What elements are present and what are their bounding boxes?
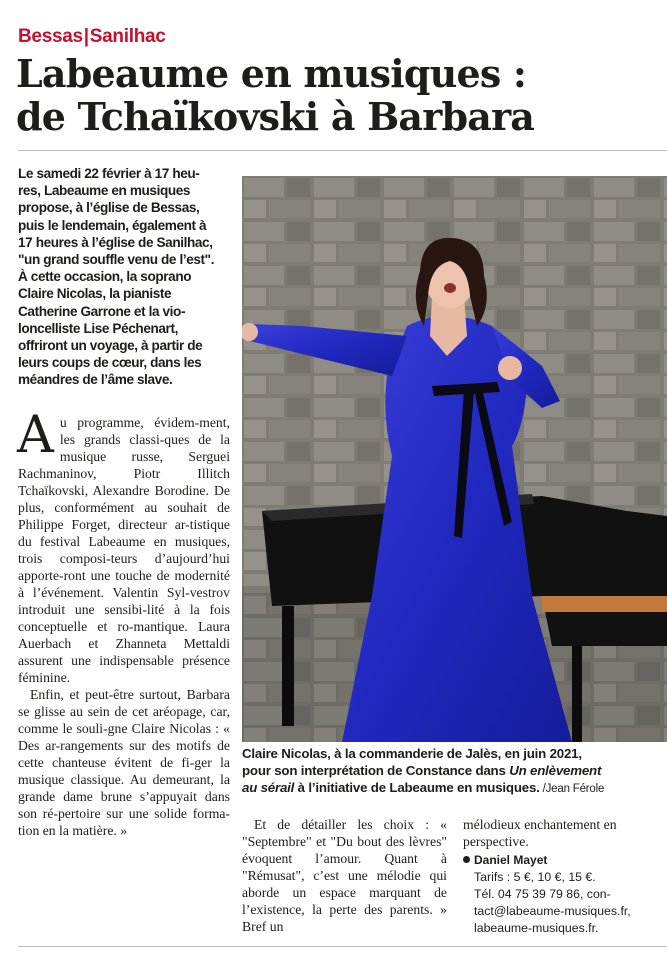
- lead-line: res, Labeaume en musiques: [18, 183, 191, 199]
- section-kicker-bessas: Bessas: [18, 26, 83, 47]
- photo-credit: /Jean Férole: [539, 783, 605, 795]
- info-line: Tarifs : 5 €, 10 €, 15 €.: [474, 870, 596, 884]
- article-body-column-3: [463, 816, 667, 937]
- lead-line: offriront un voyage, à partir de: [18, 338, 203, 354]
- caption-line-1: Claire Nicolas, à la commanderie de Jalès, en juin 2021,: [242, 746, 582, 761]
- author-byline: [463, 852, 667, 869]
- caption-work-title-end: au sérail: [242, 780, 295, 795]
- lead-line: Catherine Garrone et la vio-: [18, 303, 186, 319]
- practical-info: [463, 869, 667, 937]
- section-kicker-sanilhac: Sanilhac: [89, 26, 166, 47]
- bottom-divider: [18, 946, 667, 947]
- caption-work-title: Un enlèvement: [509, 763, 602, 778]
- headline-line-1: Labeaume en musiques :: [16, 51, 527, 96]
- article-body-column-2: [242, 816, 447, 935]
- body-paragraph-1: u programme, évidem-ment, les grands classi-ques de la musique russe, Serguei Rachmaninov, Piotr Illitch Tchaïkovski, Alexandre Borodine. De plus, conformément au souhait de Philippe Forget, directeur ar-tistique du festival Labeaume en musiques, trois composi-teurs d’aujourd’hui apporte-ront une touche de modernité à l’événement. Valentin Syl-vestrov introduit une sensibi-lité à la fois conceptuelle et ro-mantique. Laura Auerbach et Zhanneta Mettaldi assurent une indispensable présence féminine.: [18, 415, 230, 685]
- lead-line: 17 heures à l’église de Sanilhac,: [18, 234, 213, 250]
- lead-line: propose, à l’église de Bessas,: [18, 200, 200, 216]
- headline-line-2: de Tchaïkovski à Barbara: [16, 94, 535, 139]
- drop-cap: A: [17, 406, 54, 465]
- body-paragraph-4-line-2: perspective.: [463, 834, 529, 849]
- article-lead: [18, 165, 230, 389]
- body-paragraph-3: Et de détailler les choix : « "Septembre" et "Du bout des lèvres" évoquent l’amour. Quant à "Rémusat", c’est une mélodie qui aborde un espace marquant de l’existence, la perte des parents. » Bref un: [242, 817, 447, 934]
- lead-line: À cette occasion, la soprano: [18, 269, 192, 285]
- lead-line: loncelliste Lise Péchenart,: [18, 320, 178, 336]
- lead-line: Claire Nicolas, la pianiste: [18, 286, 172, 302]
- bullet-icon: [463, 856, 470, 863]
- article-photo: [242, 176, 667, 742]
- lead-line: leurs coups de cœur, dans les: [18, 355, 202, 371]
- singer-photo-illustration: [242, 176, 667, 742]
- caption-line-2: [242, 762, 667, 779]
- lead-line: "un grand souffle venu de l’est".: [18, 252, 215, 268]
- lead-line: puis le lendemain, également à: [18, 217, 207, 233]
- body-paragraph-4-line-1: mélodieux enchantement en: [463, 817, 617, 832]
- caption-line-3: [242, 779, 667, 798]
- caption-text: à l’initiative de Labeaume en musiques.: [294, 780, 540, 795]
- author-name: Daniel Mayet: [474, 853, 548, 867]
- section-separator: |: [83, 26, 89, 47]
- info-line: tact@labeaume-musiques.fr,: [474, 904, 631, 918]
- caption-text: pour son interprétation de Constance dans: [242, 763, 510, 778]
- body-paragraph-2: Enfin, et peut-être surtout, Barbara se glisse au sein de cet aréopage, car, comme le souli-gne Claire Nicolas : « Des ar-rangements sur des motifs de cette chanteuse évitent de fi-ger la musique classique. Au demeurant, la grande dame brune s’appuyait dans son ré-pertoire sur une solide forma-tion en la matière. »: [18, 687, 230, 838]
- section-kicker: [18, 26, 166, 48]
- article-headline: [16, 52, 656, 138]
- lead-line: Le samedi 22 février à 17 heu-: [18, 166, 200, 181]
- top-divider: [18, 150, 667, 151]
- article-body-column-1: [17, 406, 230, 839]
- lead-line: méandres de l’âme slave.: [18, 372, 173, 388]
- photo-caption: [242, 745, 667, 798]
- info-line: labeaume-musiques.fr.: [474, 921, 599, 935]
- info-line: Tél. 04 75 39 79 86, con-: [474, 887, 611, 901]
